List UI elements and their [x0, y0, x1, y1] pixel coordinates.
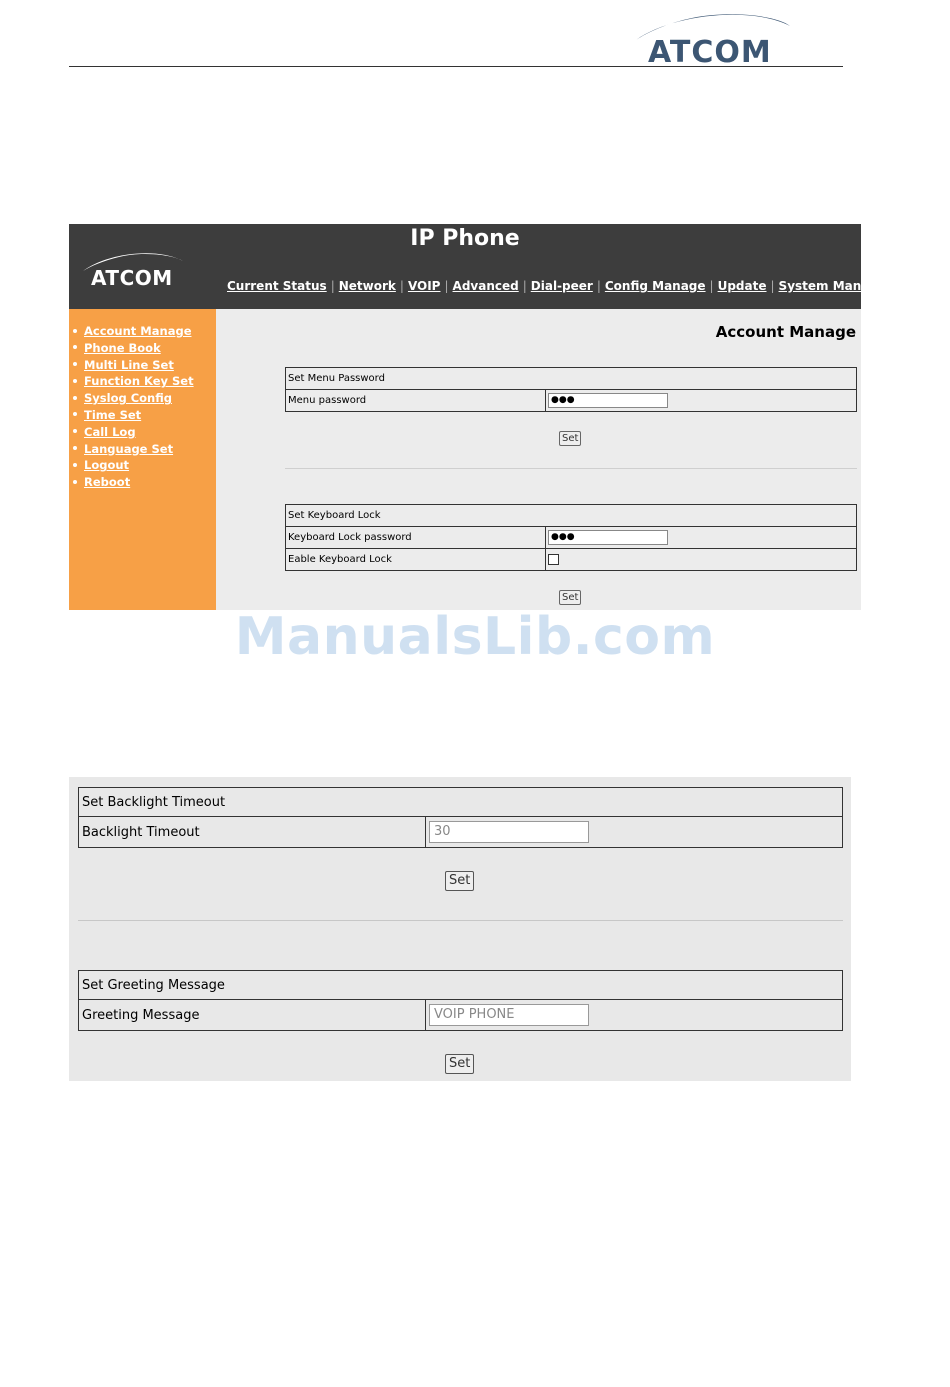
- main-content: [216, 309, 861, 610]
- bullet-icon: [73, 429, 77, 433]
- nav-separator: |: [399, 279, 404, 293]
- nav-update[interactable]: Update: [717, 279, 767, 293]
- enable-keyboard-lock-label: Eable Keyboard Lock: [286, 549, 546, 571]
- set-keyboard-lock-button[interactable]: Set: [559, 590, 581, 605]
- backlight-greeting-panel: [69, 777, 851, 1081]
- bullet-icon: [73, 446, 77, 450]
- nav-dial-peer[interactable]: Dial-peer: [530, 279, 593, 293]
- menu-password-cell: [546, 390, 857, 412]
- nav-advanced[interactable]: Advanced: [452, 279, 519, 293]
- bullet-icon: [73, 412, 77, 416]
- sidebar-link-logout[interactable]: Logout: [84, 458, 130, 473]
- bullet-icon: [73, 379, 77, 383]
- sidebar-item-syslog-config: [73, 390, 216, 407]
- bullet-icon: [73, 362, 77, 366]
- nav-separator: |: [522, 279, 527, 293]
- section-title: Set Backlight Timeout: [79, 788, 843, 817]
- logo-text: ATCOM: [648, 35, 772, 70]
- enable-keyboard-lock-cell: [546, 549, 857, 571]
- sidebar: [69, 309, 216, 610]
- page-heading: Account Manage: [715, 323, 856, 341]
- backlight-timeout-input[interactable]: 30: [429, 821, 589, 843]
- web-header: [69, 224, 887, 309]
- nav-voip[interactable]: VOIP: [407, 279, 441, 293]
- menu-password-input[interactable]: ●●●: [548, 393, 668, 408]
- menu-password-label: Menu password: [286, 390, 546, 412]
- sidebar-link-multi-line-set[interactable]: Multi Line Set: [84, 357, 174, 372]
- sidebar-item-call-log: [73, 424, 216, 441]
- nav-separator: |: [330, 279, 335, 293]
- ip-phone-web-ui: [69, 224, 887, 610]
- nav-config-manage[interactable]: Config Manage: [604, 279, 706, 293]
- nav-separator: |: [444, 279, 449, 293]
- header-rule: [69, 66, 843, 67]
- section-title: Set Menu Password: [286, 368, 857, 390]
- keyboard-lock-password-label: Keyboard Lock password: [286, 527, 546, 549]
- sidebar-item-time-set: [73, 407, 216, 424]
- greeting-table: [78, 970, 843, 1031]
- bullet-icon: [73, 463, 77, 467]
- sidebar-item-phone-book: [73, 340, 216, 357]
- atcom-logo: [632, 8, 802, 68]
- greeting-message-label: Greeting Message: [79, 1000, 426, 1031]
- sidebar-item-account-manage: [73, 323, 216, 340]
- sidebar-item-logout: [73, 457, 216, 474]
- sidebar-link-phone-book[interactable]: Phone Book: [84, 340, 161, 355]
- menu-password-table: [285, 367, 857, 412]
- greeting-message-cell: [426, 1000, 843, 1031]
- enable-keyboard-lock-checkbox[interactable]: [548, 554, 559, 565]
- web-title: IP Phone: [410, 226, 520, 251]
- section-divider: [285, 468, 857, 469]
- sidebar-link-language-set[interactable]: Language Set: [84, 441, 174, 456]
- sidebar-link-call-log[interactable]: Call Log: [84, 424, 136, 439]
- bullet-icon: [73, 480, 77, 484]
- greeting-message-input[interactable]: VOIP PHONE: [429, 1004, 589, 1026]
- nav-network[interactable]: Network: [338, 279, 396, 293]
- sidebar-link-function-key-set[interactable]: Function Key Set: [84, 374, 194, 389]
- set-menu-password-button[interactable]: Set: [559, 431, 581, 446]
- sidebar-link-reboot[interactable]: Reboot: [84, 475, 131, 490]
- keyboard-lock-password-cell: [546, 527, 857, 549]
- nav-system-manage[interactable]: System Manage: [778, 279, 887, 293]
- set-backlight-button[interactable]: Set: [445, 871, 474, 891]
- sidebar-item-language-set: [73, 441, 216, 458]
- web-logo-text: ATCOM: [91, 266, 173, 290]
- sidebar-item-function-key-set: [73, 373, 216, 390]
- backlight-table: [78, 787, 843, 848]
- sidebar-item-multi-line-set: [73, 357, 216, 374]
- section-title: Set Keyboard Lock: [286, 505, 857, 527]
- bullet-icon: [73, 345, 77, 349]
- backlight-timeout-cell: [426, 817, 843, 848]
- sidebar-link-account-manage[interactable]: Account Manage: [84, 324, 192, 338]
- nav-current-status[interactable]: Current Status: [227, 279, 327, 293]
- backlight-timeout-label: Backlight Timeout: [79, 817, 426, 848]
- keyboard-lock-table: [285, 504, 857, 571]
- section-divider: [78, 920, 843, 921]
- nav-separator: |: [770, 279, 775, 293]
- keyboard-lock-password-input[interactable]: ●●●: [548, 530, 668, 545]
- sidebar-item-reboot: [73, 474, 216, 491]
- web-atcom-logo: [79, 249, 189, 293]
- nav-separator: |: [709, 279, 714, 293]
- sidebar-link-time-set[interactable]: Time Set: [84, 407, 142, 422]
- section-title: Set Greeting Message: [79, 971, 843, 1000]
- set-greeting-button[interactable]: Set: [445, 1054, 474, 1074]
- nav-separator: |: [596, 279, 601, 293]
- sidebar-link-syslog-config[interactable]: Syslog Config: [84, 391, 172, 406]
- watermark: ManualsLib.com: [234, 607, 716, 667]
- bullet-icon: [73, 396, 77, 400]
- top-nav: [227, 279, 886, 293]
- bullet-icon: [73, 329, 77, 333]
